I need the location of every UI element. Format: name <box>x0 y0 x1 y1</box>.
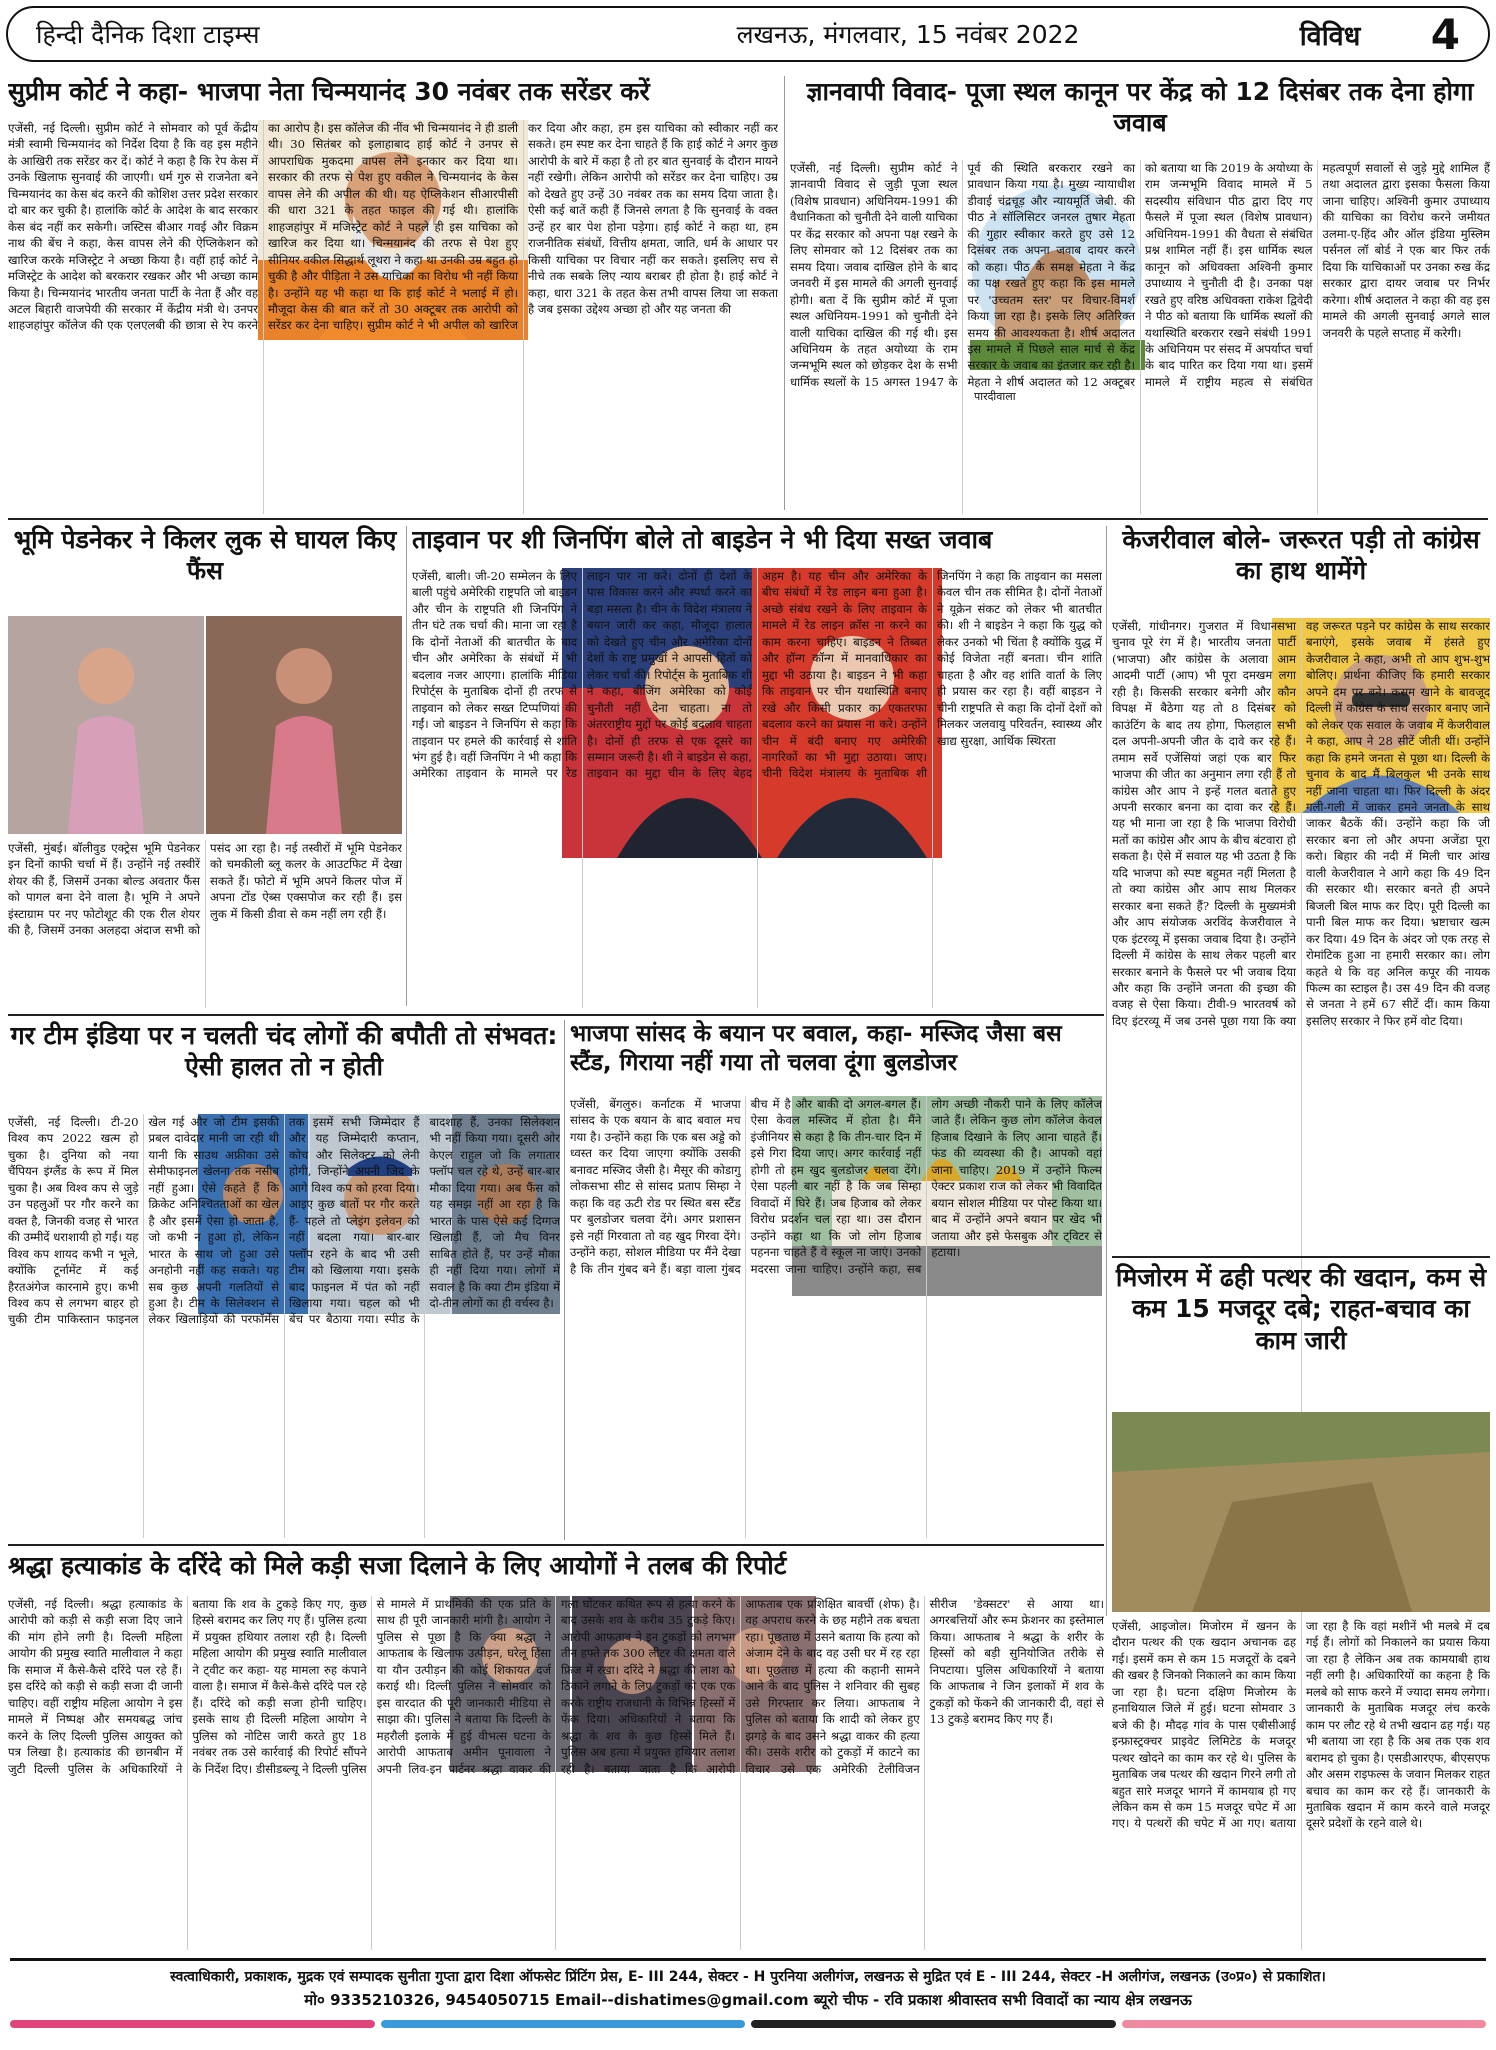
column-divider <box>1106 526 1107 1616</box>
headline: गर टीम इंडिया पर न चलती चंद लोगों की बपौती तो संभवत: ऐसी हालत तो न होती <box>10 1021 558 1082</box>
contact-line: मो० 9335210326, 9454050715 Email--dishatimes@gmail.com ब्यूरो चीफ - रवि प्रकाश श्रीवास्तव सभी विवादों का न्याय क्षेत्र लखनऊ <box>304 1991 1192 2009</box>
stripe <box>1122 2020 1487 2028</box>
headline: भूमि पेडनेकर ने किलर लुक से घायल किए फैंस <box>13 525 397 586</box>
photo-quarry <box>1112 1412 1490 1612</box>
story-body: एजेंसी, नई दिल्ली। श्रद्धा हत्याकांड के आरोपी को कड़ी से कड़ी सजा दिए जाने की मांग होने लगी है। दिल्ली महिला आयोग की प्रमुख स्वाति मालीवाल ने कहा कि समाज में कैसे-कैसे दरिंदे पल रहे हैं। इस दरिंदे को कड़ी से कड़ी सजा दी जानी चाहिए। वहीं राष्ट्रीय महिला आयोग ने इस मामले में निष्पक्ष और समयबद्ध जांच करने के लिए दिल्ली पुलिस आयुक्त को पत्र लिखा है। हत्याकांड की छानबीन में जुटी दिल्ली पुलिस के अधिकारियों ने बताया कि शव के टुकड़े किए गए, कुछ हिस्से बरामद कर लिए गए हैं। पुलिस हत्या में प्रयुक्त हथियार तलाश रही है। दिल्ली महिला आयोग की प्रमुख स्वाति मालीवाल ने ट्वीट कर कहा- यह मामला रुह कंपाने वाला है। समाज में कैसे-कैसे दरिंदे पल रहे हैं। दरिंदे को कड़ी सजा होनी चाहिए। इसके साथ ही दिल्ली महिला आयोग ने पुलिस को नोटिस जारी करते हुए 18 नवंबर तक उसे कार्रवाई की रिपोर्ट सौंपने के निर्देश दिए। डीसीडब्ल्यू ने दिल्ली पुलिस से मामले में प्राथमिकी की एक प्रति के साथ ही पूरी जानकारी मांगी है। आयोग ने पुलिस से पूछा है कि क्या श्रद्धा ने आफताब के खिलाफ उत्पीड़न, घरेलू हिंसा या यौन उत्पीड़न की कोई शिकायत दर्ज कराई थी। दिल्ली पुलिस ने सोमवार को इस वारदात की पूरी जानकारी मीडिया से साझा की। पुलिस ने बताया कि दिल्ली के महरौली इलाके में हुई वीभत्स घटना के आरोपी आफताब अमीन पूनावाला ने अपनी लिव-इन पार्टनर श्रद्धा वाकर की गला घोंटकर कथित रूप से हत्या करने के बाद उसके शव के करीब 35 टुकड़े किए। आरोपी आफताब ने इन टुकड़ों को लगभग तीन हफ्ते तक 300 लीटर की क्षमता वाले फ्रिज में रखा। दरिंदे ने श्रद्धा की लाश को ठिकाने लगाने के लिए टुकड़ों को एक एक करके राष्ट्रीय राजधानी के विभिन्न हिस्सों में फेंक दिया। अधिकारियों ने बताया कि श्रद्धा के शव के कुछ हिस्से मिले हैं। पुलिस अब हत्या में प्रयुक्त हथियार तलाश रही है। बताया जाता है कि आरोपी आफताब एक प्रशिक्षित बावर्ची (शेफ) है। वह अपराध करने के छह महीने तक बचता रहा। पूछताछ में उसने बताया कि हत्या को अंजाम देने के बाद वह उसी घर में रह रहा था। पूछताछ में हत्या की कहानी सामने आने के बाद पुलिस ने शनिवार की सुबह उसे गिरफ्तार कर लिया। आफताब ने पुलिस को बताया कि शादी को लेकर हुए झगड़े के बाद उसने श्रद्धा वाकर की हत्या की। उसके शरीर को टुकड़ों में काटने का विचार उसे एक अमेरिकी टेलीविजन सीरीज 'डेक्सटर' से आया था। अगरबत्तियों और रूम फ्रेशनर का इस्तेमाल किया। आफताब ने श्रद्धा के शरीर के हिस्सों को बड़ी सुनियोजित तरीके से निपटाया। पुलिस अधिकारियों ने बताया कि आफताब ने जिन इलाकों में शव के टुकड़ों को फेंकने की जानकारी दी, वहां से 13 टुकड़े बरामद किए गए हैं। <box>8 1597 1104 1776</box>
column-divider <box>406 526 407 1006</box>
story-body: एजेंसी, गांधीनगर। गुजरात में विधानसभा चुनाव पूरे रंग में है। भारतीय जनता पार्टी (भाजपा) और कांग्रेस के अलावा आम आदमी पार्टी (आप) भी पूरा दमखम लगा रही है। किसकी सरकार बनेगी और कौन विपक्ष में बैठेगा यह तो 8 दिसंबर को काउंटिंग के बाद तय होगा, फिलहाल सभी दल अपनी-अपनी जीत के दावे कर रहे हैं। तमाम सर्वे एजेंसियां जहां एक बार फिर भाजपा की जीत का अनुमान लगा रही हैं तो कांग्रेस और आप ने इन्हें गलत बताते हुए अपनी सरकार बनना का दावा कर रहे हैं। यह भी माना जा रहा है कि भाजपा विरोधी मतों का कांग्रेस और आप के बीच बंटवारा हो सकता है। ऐसे में सवाल यह भी उठता है कि यदि भाजपा को स्पष्ट बहुमत नहीं मिलता है तो क्या कांग्रेस और आप साथ मिलकर सरकार बना सकते हैं? दिल्ली के मुख्यमंत्री और आप संयोजक अरविंद केजरीवाल ने एक इंटरव्यू में इसका जवाब दिया है। उन्होंने दिल्ली में कांग्रेस के साथ लेकर पहली बार सरकार बनाने के फैसले पर भी जवाब दिया और कहा कि उन्होंने जनता की इच्छा की वजह से ऐसा किया। टीवी-9 भारतवर्ष को दिए इंटरव्यू में जब उनसे पूछा गया कि क्या वह जरूरत पड़ने पर कांग्रेस के साथ सरकार बनाएंगे, इसके जवाब में हंसते हुए केजरीवाल ने कहा, अभी तो आप शुभ-शुभ बोलिए। प्रार्थना कीजिए कि हमारी सरकार अपने दम पर बने। कसम खाने के बावजूद दिल्ली में कांग्रेस के साथ सरकार बनाए जाने को लेकर एक सवाल के जवाब में केजरीवाल ने कहा, आप ने 28 सीटें जीती थीं। उन्होंने कहा कि हमने जनता से पूछा था। दिल्ली के चुनाव के बाद मैं बिलकुल भी उनके साथ नहीं जाना चाहता था। फिर दिल्ली के अंदर गली-गली में जाकर हमने जनता के साथ जाकर बैठकें कीं। उन्होंने कहा कि जी सरकार बना लो और अपना अजेंडा पूरा करो। बिहार की नदी में मिली चार आंख वाली केजरीवाल ने आगे कहा कि 49 दिन की सरकार थी। सरकार बनते ही अपने बिजली बिल माफ कर दिए। पूरी दिल्ली का पानी बिल माफ कर दिया। भ्रष्टाचार खत्म कर दिया। 49 दिन के अंदर जो एक तरह से रोमांटिक हुआ ना हमारी सरकार का। लोग कहते थे कि वह अनिल कपूर की नायक फिल्म का स्टाइल है। उस 49 दिन की वजह से जनता ने हमें 67 सीटें दीं। काम किया इसलिए सरकार ने फिर हमें वोट दिया। <box>1112 619 1490 1028</box>
dateline: लखनऊ, मंगलवार, 15 नवंबर 2022 <box>736 20 1080 49</box>
page-number: 4 <box>1430 9 1460 59</box>
story-team-india <box>8 1020 560 1540</box>
imprint-footer <box>10 1958 1486 2028</box>
story-gyanvapi <box>790 76 1490 516</box>
quarry-image <box>1112 1412 1490 1612</box>
masthead <box>6 6 1490 62</box>
section-rule <box>1112 1256 1490 1258</box>
story-body: एजेंसी, नई दिल्ली। सुप्रीम कोर्ट ने सोमवार को पूर्व केंद्रीय मंत्री स्वामी चिन्मयानंद को निर्देश दिया है कि वह इस महीने के आखिरी तक सरेंडर कर दें। कोर्ट ने कहा है कि रेप केस में उनके खिलाफ सुनवाई की जाएगी। धर्म गुरु से राजनेता बने चिन्मयानंद का केस बंद करने की कोशिश उत्तर प्रदेश सरकार दो बार कर चुकी है। हालांकि कोर्ट के आदेश के बाद सरकार केस बंद नहीं कर सकेगी। जस्टिस बीआर गवई और विक्रम नाथ की बेंच ने कहा, केस वापस लेने की ऐप्लिकेशन को खारिज करके मजिस्ट्रेट ने अच्छा किया है। वहीं हाई कोर्ट ने मजिस्ट्रेट के आदेश को बरकरार रखकर और भी अच्छा काम किया है। चिन्मयानंद भारतीय जनता पार्टी के नेता हैं और वह अटल बिहारी वाजपेयी की सरकार में केंद्रीय मंत्री थे। उनपर शाहजहांपुर कॉलेज की एक एलएलबी की छात्रा से रेप करने का आरोप है। इस कॉलेज की नींव भी चिन्मयानंद ने ही डाली थी। 30 सितंबर को इलाहाबाद हाई कोर्ट ने उनपर से आपराधिक मुकदमा वापस लेने इनकार कर दिया था। सरकार की तरफ से पेश हुए वकील ने चिन्मयानंद के केस वापस लेने की अपील की थी। यह ऐप्लिकेशन सीआरपीसी की धारा 321 के तहत फाइल की गई थी। हालांकि शाहजहांपुर में मजिस्ट्रेट कोर्ट ने पहले ही इस याचिका को खारिज कर दिया था। चिन्मयानंद की तरफ से पेश हुए सीनियर वकील सिद्धार्थ लूथरा ने कहा था उनकी उम्र बहुत हो चुकी है और पीड़िता ने उस याचिका का विरोध भी नहीं किया है। उन्होंने यह भी कहा था कि हाई कोर्ट ने भलाई में हो। मौजूदा केस की बात करें तो 30 अक्टूबर तक आरोपी को सरेंडर कर देना चाहिए। सुप्रीम कोर्ट ने भी अपील को खारिज कर दिया और कहा, हम इस याचिका को स्वीकार नहीं कर सकते। हम स्पष्ट कर देना चाहते हैं कि हाई कोर्ट ने अगर कुछ आरोपी के बारे में कहा है तो हर बात सुनवाई के दौरान मायने नहीं रखेगी। लेकिन आरोपी को सरेंडर कर देना चाहिए। उम्र को देखते हुए उन्हें 30 नवंबर तक का समय दिया जाता है। ऐसी कई बातें कही हैं जिनसे लगता है कि सुनवाई के वक्त उन्हें हर बार पेश होना पड़ेगा। हाई कोर्ट ने कहा था, हम राजनीतिक संबंधों, वित्तीय क्षमता, जाति, धर्म के आधार पर किसी याचिका पर विचार नहीं कर सकते। इसलिए सच से नीचे तक सबके लिए न्याय बराबर ही होता है। हाई कोर्ट ने कहा, धारा 321 के तहत केस तभी वापस लिया जा सकता है जब इसका उद्देश्य अच्छा हो और यह जनता की <box>8 121 778 333</box>
story-chinmayanand <box>8 76 778 516</box>
headline: भाजपा सांसद के बयान पर बवाल, कहा- मस्जिद जैसा बस स्टैंड, गिराया नहीं गया तो चलवा दूंगा बुलडोजर <box>570 1021 1062 1076</box>
photo-caption: पारदीवाला <box>974 390 1016 403</box>
headline: ताइवान पर शी जिनपिंग बोले तो बाइडेन ने भी दिया सख्त जवाब <box>412 525 993 554</box>
photo-bhumi <box>8 616 402 834</box>
story-body: एजेंसी, नई दिल्ली। टी-20 विश्व कप 2022 खत्म हो चुका है। दुनिया को नया चैंपियन इंग्लैंड के रूप में मिल चुका है। अब विश्व कप से जुड़े उन पहलुओं पर गौर करने का वक्त है, जिनकी वजह से भारत की उम्मीदें धराशायी हो गईं। यह विश्व कप शायद कभी न भूले, क्योंकि टूर्नामेंट में कई हैरतअंगेज कारनामे हुए। कभी विश्व कप से लगभग बाहर हो चुकी टीम पाकिस्तान फाइनल खेल गई और जो टीम इसकी प्रबल दावेदार मानी जा रही थी यानी कि साउथ अफ्रीका उसे सेमीफाइनल खेलना तक नसीब नहीं हुआ। ऐसे कहते हैं कि क्रिकेट अनिश्चितताओं का खेल है और इसमें ऐसा हो जाता है, जो कभी न हुआ हो, लेकिन भारत के साथ जो हुआ उसे अनहोनी नहीं कह सकते। यह सब कुछ अपनी गलतियों से हुआ है। टीम के सिलेक्शन से लेकर खिलाड़ियों की परफॉर्मेंस तक इसमें सभी जिम्मेदार हैं और यह जिम्मेदारी कप्तान, कोच और सिलेक्टर को लेनी होगी, जिन्होंने अपनी जिद के आगे विश्व कप को हरवा दिया। आइए कुछ बातों पर गौर करते हैं- पहले तो प्लेइंग इलेवन को नहीं बदला गया। बार-बार फ्लॉप रहने के बाद भी उसी टीम को खिलाया गया। इसके बाद फाइनल में पंत को नहीं खिलाया गया। चहल को भी बेंच पर बैठाया गया। स्पीड के बादशाह हैं, उनका सिलेक्शन भी नहीं किया गया। दूसरी ओर केएल राहुल जो कि लगातार फ्लॉप चल रहे थे, उन्हें बार-बार मौका दिया गया। अब फैंस को यह समझ नहीं आ रहा है कि भारत के पास ऐसे कई दिग्गज खिलाड़ी हैं, जो मैच विनर साबित होते हैं, पर उन्हें मौका ही नहीं दिया गया। लोगों में सवाल है कि क्या टीम इंडिया में दो-तीन लोगों का ही वर्चस्व है। <box>8 1115 560 1327</box>
stripe <box>751 2020 1116 2028</box>
section-rule <box>8 1544 1104 1546</box>
story-body: एजेंसी, आइजोल। मिजोरम में खनन के दौरान पत्थर की एक खदान अचानक ढह गई। इसमें कम से कम 15 मजदूरों के दबने की खबर है जिनको निकालने का काम किया जा रहा है। घटना दक्षिण मिजोरम के हनाथियाल जिले में हुई। घटना सोमवार 3 बजे की है। मौदढ़ गांव के पास एबीसीआई इन्फ्रास्ट्रक्चर प्राइवेट लिमिटेड के मजदूर पत्थर खोदने का काम कर रहे थे। पुलिस के मुताबिक जब पत्थर की खदान गिरने लगी तो बहुत सारे मजदूर भागने में कामयाब हो गए लेकिन कम से कम 15 मजदूर चपेट में आ गए। ये पत्थरों की चपेट में आ गए। बताया जा रहा है कि वहां मशीनें भी मलबे में दब गई हैं। लोगों को निकालने का प्रयास किया जा रहा है लेकिन अब तक कामयाबी हाथ नहीं लगी है। अधिकारियों का कहना है कि मलबे को साफ करने में ज्यादा समय लगेगा। जानकारी के मुताबिक मजदूर लंच करके काम पर लौट रहे थे तभी खदान ढह गई। यह भी बताया जा रहा है कि अब तक एक शव बरामद हो चुका है। एसडीआरएफ, बीएसएफ और असम राइफल्स के जवान मिलकर राहत बचाव का काम कर रहे हैं। जानकारी के मुताबिक खदान में काम करने वाले मजदूर दूसरे प्रदेशों के रहने वाले थे। <box>1112 1619 1490 1831</box>
section-name: विविध <box>1299 20 1361 52</box>
headline: मिजोरम में ढही पत्थर की खदान, कम से कम 15 मजदूर दबे; राहत-बचाव का काम जारी <box>1115 1263 1487 1355</box>
story-body: एजेंसी, बाली। जी-20 सम्मेलन के लिए बाली पहुंचे अमेरिकी राष्ट्रपति जो बाइडन और चीन के राष्ट्रपति शी जिनपिंग ने तीन घंटे तक चर्चा की। माना जा रहा है कि दोनों नेताओं की बातचीत के बाद चीन और अमेरिका के संबंधों में भी बदलाव नजर आएगा। हालांकि मीडिया रिपोर्ट्स के मुताबिक दोनों ही तरफ से ताइवान को लेकर सख्त टिप्पणियां की गईं। जो बाइडन ने जिनपिंग से कहा कि ताइवान पर हमले की कार्रवाई से शांति भंग हुई है। वहीं जिनपिंग ने भी कहा कि अमेरिका ताइवान के मामले पर रेड लाइन पार ना करे। दोनों ही देशों के पास विकास करने और स्पर्धा करने का बड़ा मसला है। चीन के विदेश मंत्रालय ने बयान जारी कर कहा, मौजूदा हालात को देखते हुए चीन और अमेरिका दोनों देशों के राष्ट्र प्रमुखों ने आपसी हितों को लेकर चर्चा की। रिपोर्ट्स के मुताबिक शी ने कहा, बीजिंग अमेरिका को कोई चुनौती नहीं देना चाहता। ना तो अंतरराष्ट्रीय मुद्दों पर कोई बदलाव चाहता है। दोनों ही तरफ से एक दूसरे का सम्मान जरूरी है। शी ने बाइडेन से कहा, ताइवान का मुद्दा चीन के लिए बेहद अहम है। यह चीन और अमेरिका के बीच संबंधों में रेड लाइन बना हुआ है। अच्छे संबंध रखने के लिए ताइवान के मामले में रेड लाइन क्रॉस ना करने का काम करना चाहिए। बाइडन ने तिब्बत और हॉन्ग कॉन्ग में मानवाधिकार का मुद्दा भी उठाया है। बाइडन ने भी कहा कि ताइवान पर चीन यथास्थिति बनाए रखे और किसी प्रकार का एकतरफा बदलाव करने का प्रयास ना करे। उन्होंने चीन में बंदी बनाए गए अमेरिकी नागरिकों का भी मुद्दा उठाया। जाए। चीनी विदेश मंत्रालय के मुताबिक शी जिनपिंग ने कहा कि ताइवान का मसला केवल चीन तक सीमित है। दोनों नेताओं ने यूक्रेन संकट को लेकर भी बातचीत की। शी ने बाइडेन ने कहा कि युद्ध को लेकर उनको भी चिंता है क्योंकि युद्ध में कोई विजेता नहीं बनता। चीन शांति चाहता है और वह शांति वार्ता के लिए ही प्रयास कर रहा है। वहीं बाइडन ने चीनी राष्ट्रपति से कहा कि दोनों देशों को मिलकर जलवायु परिवर्तन, स्वास्थ्य और खाद्य सुरक्षा, आर्थिक स्थिरता <box>412 569 1102 781</box>
stripe <box>10 2020 375 2028</box>
section-rule <box>8 1014 1104 1016</box>
imprint-line: स्वत्वाधिकारी, प्रकाशक, मुद्रक एवं सम्पादक सुनीता गुप्ता द्वारा दिशा ऑफसेट प्रिंटिंग प्रेस, E- III 244, सेक्टर - H पुरनिया अलीगंज, लखनऊ से मुद्रित एवं E - III 244, सेक्टर -H अलीगंज, लखनऊ (उ०प्र०) से प्रकाशित। <box>170 1969 1326 1985</box>
story-bhumi <box>8 524 402 1010</box>
story-shraddha <box>8 1550 1104 1952</box>
story-body: एजेंसी, बेंगलुरु। कर्नाटक में भाजपा सांसद के एक बयान के बाद बवाल मच गया है। उन्होंने कहा कि एक बस अड्डे को ध्वस्त कर दिया जाएगा क्योंकि उसकी बनावट मस्जिद जैसी है। मैसूर की कोडागु लोकसभा सीट से सांसद प्रताप सिम्हा ने कहा कि वह ऊटी रोड पर स्थित बस स्टैंड पर बुलडोजर चलवा देंगे। अगर प्रशासन इसे नहीं गिरवाता तो वह खुद गिरवा देंगे। उन्होंने कहा, सोशल मीडिया पर मैंने देखा है कि तीन गुंबद बने हैं। बड़ा वाला गुंबद बीच में है और बाकी दो अगल-बगल हैं। ऐसा केवल मस्जिद में होता है। मैंने इंजीनियर से कहा है कि तीन-चार दिन में इसे गिरा दिया जाए। अगर कार्रवाई नहीं होगी तो हम खुद बुलडोजर चलवा देंगे। ऐसा पहली बार नहीं है कि जब सिम्हा विवादों में घिरे हैं। जब हिजाब को लेकर विरोध प्रदर्शन चल रहा था। उस दौरान उन्होंने कहा था कि जो लोग हिजाब पहनना चाहते हैं वे स्कूल ना जाएं। उनको मदरसा जाना चाहिए। उन्होंने कहा, सब लोग अच्छी नौकरी पाने के लिए कॉलेज जाते हैं। लेकिन कुछ लोग कॉलेज केवल हिजाब दिखाने के लिए आना चाहते हैं। फंड की व्यवस्था की है। आपको वहां जाना चाहिए। 2019 में उन्होंने फिल्म ऐक्टर प्रकाश राज को लेकर भी विवादित बयान सोशल मीडिया पर पोस्ट किया था। बाद में उन्होंने अपने बयान पर खेद भी जताया और इसे फेसबुक और ट्विटर से हटाया। <box>570 1097 1102 1276</box>
story-xi-biden <box>412 524 1102 1010</box>
column-divider <box>784 76 785 510</box>
headline: केजरीवाल बोले- जरूरत पड़ी तो कांग्रेस का हाथ थामेंगे <box>1122 525 1480 586</box>
headline: श्रद्धा हत्याकांड के दरिंदे को मिले कड़ी सजा दिलाने के लिए आयोगों ने तलब की रिपोर्ट <box>8 1551 787 1580</box>
story-bulldozer <box>570 1020 1102 1540</box>
stripe <box>381 2020 746 2028</box>
footer-color-stripes <box>10 2020 1486 2028</box>
story-body: एजेंसी, नई दिल्ली। सुप्रीम कोर्ट ने ज्ञानवापी विवाद से जुड़ी पूजा स्थल (विशेष प्रावधान) अधिनियम-1991 की वैधानिकता को चुनौती देने वाली याचिका पर केंद्र सरकार को अपना पक्ष रखने के लिए सोमवार को 12 दिसंबर तक का समय दिया। जवाब दाखिल होने के बाद जनवरी में इस मामले की अगली सुनवाई होगी। बता दें कि सुप्रीम कोर्ट में पूजा स्थल अधिनियम-1991 को चुनौती देने वाली याचिका दाखिल की गई थी। इस अधिनियम के तहत अयोध्या के राम जन्मभूमि स्थल को छोड़कर देश के सभी धार्मिक स्थलों के 15 अगस्त 1947 के पूर्व की स्थिति बरकरार रखने का प्रावधान किया गया है। मुख्य न्यायाधीश डीवाई चंद्रचूड़ और न्यायमूर्ति जेबी. की पीठ ने सॉलिसिटर जनरल तुषार मेहता की गुहार स्वीकार करते हुए उसे 12 दिसंबर तक अपना जवाब दायर करने को कहा। पीठ के समक्ष मेहता ने केंद्र का पक्ष रखते हुए कहा कि इस मामले पर 'उच्चतम स्तर' पर विचार-विमर्श किया जा रहा है। इसके लिए अतिरिक्त समय की आवश्यकता है। शीर्ष अदालत इस मामले में पिछले साल मार्च से केंद्र सरकार के जवाब का इंतजार कर रही है। मेहता ने शीर्ष अदालत को 12 अक्टूबर को बताया था कि 2019 के अयोध्या के राम जन्मभूमि विवाद मामले में 5 सदस्यीय संविधान पीठ द्वारा दिए गए फैसले में पूजा स्थल (विशेष प्रावधान) अधिनियम-1991 की वैधता से संबंधित प्रश्न शामिल नहीं हैं। इस धार्मिक स्थल कानून को अधिवक्ता अश्विनी कुमार उपाध्याय ने चुनौती दी है। उनका पक्ष रखते हुए वरिष्ठ अधिवक्ता राकेश द्विवेदी ने पीठ को बताया कि धार्मिक स्थलों की यथास्थिति बरकरार रखने संबंधी 1991 के अधिनियम पर संसद में अपर्याप्त चर्चा के बाद पारित कर दिया गया था। इसमें मामले में राष्ट्रीय महत्व से संबंधित महत्वपूर्ण सवालों से जुड़े मुद्दे शामिल हैं तथा अदालत द्वारा इसका फैसला किया जाना चाहिए। अश्विनी कुमार उपाध्याय की याचिका का विरोध करने जमीयत उलमा-ए-हिंद और ऑल इंडिया मुस्लिम पर्सनल लॉ बोर्ड ने एक बार फिर तर्क दिया कि याचिकाओं पर उनका रुख केंद्र सरकार द्वारा दायर जवाब पर निर्भर करेगा। शीर्ष अदालत ने कहा की वह इस मामले की अगली सुनवाई अगले साल जनवरी के पहले सप्ताह में करेगी। <box>790 161 1490 389</box>
headline: ज्ञानवापी विवाद- पूजा स्थल कानून पर केंद्र को 12 दिसंबर तक देना होगा जवाब <box>806 77 1474 138</box>
bhumi-image <box>8 616 402 834</box>
story-mizoram <box>1112 1262 1490 1952</box>
headline: सुप्रीम कोर्ट ने कहा- भाजपा नेता चिन्मयानंद 30 नवंबर तक सरेंडर करें <box>8 77 650 106</box>
column-divider <box>564 1020 565 1540</box>
paper-name: हिन्दी दैनिक दिशा टाइम्स <box>36 20 260 49</box>
section-rule <box>8 518 1488 520</box>
story-body: एजेंसी, मुंबई। बॉलीवुड एक्ट्रेस भूमि पेडनेकर इन दिनों काफी चर्चा में हैं। उन्होंने नई तस्वीरें शेयर की हैं, जिसमें उनका बोल्ड अवतार फैंस को पागल बना देने वाला है। भूमि ने अपने इंस्टाग्राम पर नए फोटोशूट की एक रील शेयर की है, जिसमें उनका अलहदा अंदाज सभी को पसंद आ रहा है। नई तस्वीरों में भूमि पेडनेकर को चमकीली ब्लू कलर के आउटफिट में देखा सकते हैं। फोटो में भूमि अपने किलर पोज में अपना टोंड ऐब्स एक्सपोज कर रही हैं। इस लुक में किसी डीवा से कम नहीं लग रही हैं। <box>8 841 402 938</box>
